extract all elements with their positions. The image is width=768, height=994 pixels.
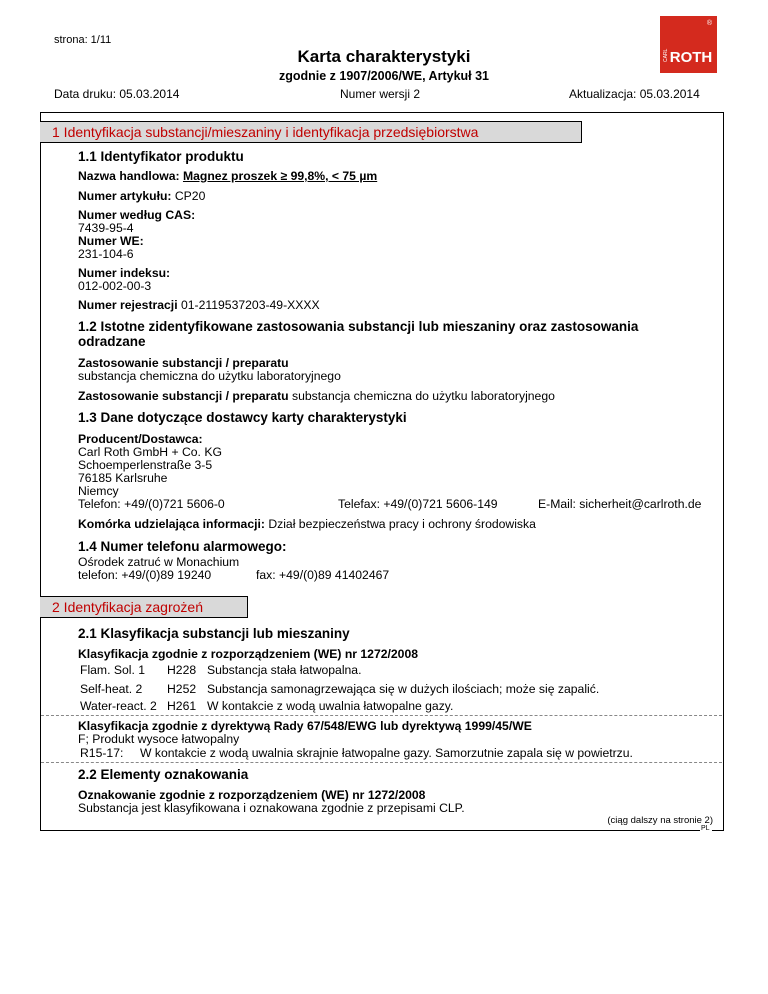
registration-label: Numer rejestracji xyxy=(78,298,178,312)
continue-note: (ciąg dalszy na stronie 2) xyxy=(607,815,713,826)
carl-roth-logo xyxy=(660,16,717,73)
language-code: PL xyxy=(701,825,710,832)
hazard-class: Water-react. 2 xyxy=(80,699,157,713)
registration-value: 01-2119537203-49-XXXX xyxy=(180,298,320,312)
heading-1-2-line2: odradzane xyxy=(78,334,146,349)
emergency-center: Ośrodek zatruć w Monachium xyxy=(78,555,240,569)
r-phrase-text: W kontakcie z wodą uwalnia skrajnie łatwopalne gazy. Samorzutnie zapala się w powietrzu. xyxy=(140,746,633,760)
cas-value: 7439-95-4 xyxy=(78,221,134,235)
section-2-title: 2 Identyfikacja zagrożeń xyxy=(40,596,248,618)
print-date: Data druku: 05.03.2014 xyxy=(54,87,180,101)
use2-label: Zastosowanie substancji / preparatu xyxy=(78,389,289,403)
we-value: 231-104-6 xyxy=(78,247,134,261)
version-number: Numer wersji 2 xyxy=(340,87,421,101)
labeling-label: Oznakowanie zgodnie z rozporządzeniem (WE) nr 1272/2008 xyxy=(78,788,426,802)
heading-2-1: 2.1 Klasyfikacja substancji lub mieszaniny xyxy=(78,626,350,641)
trade-name-label: Nazwa handlowa: xyxy=(78,169,180,183)
bottom-rule-end xyxy=(712,830,723,831)
r-phrase-code: R15-17: xyxy=(80,746,124,760)
article-number-label: Numer artykułu: xyxy=(78,189,172,203)
article-number-value: CP20 xyxy=(174,189,206,203)
page-number: strona: 1/11 xyxy=(54,34,112,46)
hazard-text: W kontakcie z wodą uwalnia łatwopalne gazy. xyxy=(207,699,454,713)
hazard-code: H261 xyxy=(167,699,197,713)
document-subtitle: zgodnie z 1907/2006/WE, Artykuł 31 xyxy=(278,69,490,83)
divider xyxy=(41,715,722,716)
index-label: Numer indeksu: xyxy=(78,266,171,280)
info-unit xyxy=(78,517,536,531)
labeling-value: Substancja jest klasyfikowana i oznakowana zgodnie z przepisami CLP. xyxy=(78,801,465,815)
use2-value: substancja chemiczna do użytku laboratoryjnego xyxy=(292,389,555,403)
hazard-text: Substancja stała łatwopalna. xyxy=(207,663,362,677)
address-line: Niemcy xyxy=(78,484,119,498)
heading-1-2-line1: 1.2 Istotne zidentyfikowane zastosowania substancji lub mieszaniny oraz zastosowania xyxy=(78,319,639,334)
trade-name-value: Magnez proszek ≥ 99,8%, < 75 µm xyxy=(182,169,378,183)
use-value: substancja chemiczna do użytku laboratoryjnego xyxy=(78,369,341,383)
article-number xyxy=(78,189,205,203)
index-value: 012-002-00-3 xyxy=(78,279,152,293)
document-title: Karta charakterystyki xyxy=(297,47,471,66)
directive-line: F; Produkt wysoce łatwopalny xyxy=(78,732,240,746)
logo-side-text: CARL xyxy=(663,48,669,62)
clp-classification-label: Klasyfikacja zgodnie z rozporządzeniem (WE) nr 1272/2008 xyxy=(78,647,419,661)
heading-2-2: 2.2 Elementy oznakowania xyxy=(78,767,249,782)
registration-number xyxy=(78,298,320,312)
hazard-code: H252 xyxy=(167,682,197,696)
directive-classification-label: Klasyfikacja zgodnie z dyrektywą Rady 67/548/EWG lub dyrektywą 1999/45/WE xyxy=(78,719,532,733)
use-line-2 xyxy=(78,389,555,403)
hazard-class: Self-heat. 2 xyxy=(80,682,143,696)
cas-label: Numer według CAS: xyxy=(78,208,196,222)
address-line: Schoemperlenstraße 3-5 xyxy=(78,458,213,472)
heading-1-3: 1.3 Dane dotyczące dostawcy karty charakterystyki xyxy=(78,410,407,425)
trade-name xyxy=(78,169,377,183)
section-1-title: 1 Identyfikacja substancji/mieszaniny i identyfikacja przedsiębiorstwa xyxy=(40,121,582,143)
address-line: 76185 Karlsruhe xyxy=(78,471,168,485)
hazard-class: Flam. Sol. 1 xyxy=(80,663,146,677)
emergency-phone: telefon: +49/(0)89 19240 xyxy=(78,568,212,582)
info-unit-value: Dział bezpieczeństwa pracy i ochrony środowiska xyxy=(268,517,536,531)
email-link[interactable]: E-Mail: sicherheit@carlroth.de xyxy=(538,497,702,511)
producer-label: Producent/Dostawca: xyxy=(78,432,203,446)
bottom-rule xyxy=(40,830,700,831)
logo-registered: ® xyxy=(706,20,712,27)
fax: Telefax: +49/(0)721 5606-149 xyxy=(338,497,498,511)
hazard-text: Substancja samonagrzewająca się w dużych ilościach; może się zapalić. xyxy=(207,682,600,696)
update-date: Aktualizacja: 05.03.2014 xyxy=(569,87,700,101)
divider xyxy=(41,762,722,763)
use-label: Zastosowanie substancji / preparatu xyxy=(78,356,289,370)
phone: Telefon: +49/(0)721 5606-0 xyxy=(78,497,225,511)
heading-1-1: 1.1 Identyfikator produktu xyxy=(78,149,244,164)
emergency-fax: fax: +49/(0)89 41402467 xyxy=(256,568,390,582)
address-line: Carl Roth GmbH + Co. KG xyxy=(78,445,222,459)
heading-1-4: 1.4 Numer telefonu alarmowego: xyxy=(78,539,287,554)
info-unit-label: Komórka udzielająca informacji: xyxy=(78,517,265,531)
logo-text: ROTH xyxy=(669,49,713,66)
we-label: Numer WE: xyxy=(78,234,144,248)
hazard-code: H228 xyxy=(167,663,197,677)
